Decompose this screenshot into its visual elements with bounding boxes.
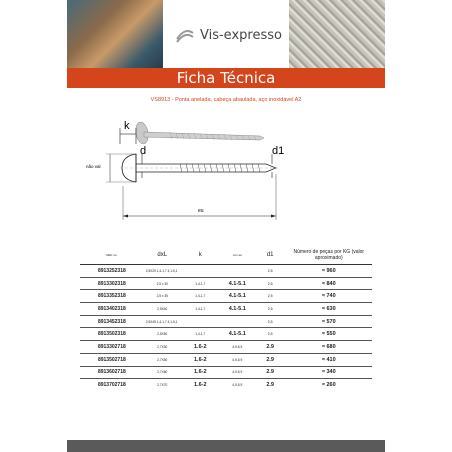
col-header-pcs: Número de peças por KG (valor aproximado): [293, 249, 365, 261]
cell-dxl: 2,7X70: [144, 379, 181, 391]
cell-dxl: 2,7X60: [144, 366, 181, 379]
cell-ref: 8913302318: [80, 277, 144, 290]
cell-d1: 2.9: [255, 341, 286, 354]
table-row: [80, 315, 372, 328]
left-dim-label: não val: [86, 164, 101, 169]
cell-ref: 8913302718: [80, 341, 144, 354]
cell-dxl: 2,5X40: [144, 303, 181, 316]
cell-x: 4,9-5,9: [220, 353, 255, 366]
cell-pcs: ≈ 410: [286, 353, 372, 366]
cell-x: 4,9-5,9: [220, 366, 255, 379]
nail-top-view: [134, 121, 264, 145]
length-label: eu: [198, 208, 204, 214]
table-header-row: [80, 246, 372, 265]
cell-k: 1,4-1,7: [181, 328, 220, 341]
cell-pcs: ≈ 680: [286, 341, 372, 354]
table-row: [80, 353, 372, 366]
cell-k: 1.6-2: [181, 379, 220, 391]
cell-pcs: ≈ 550: [286, 328, 372, 341]
table-row: [80, 277, 372, 290]
cell-k: 1,4-1,7: [181, 277, 220, 290]
cell-pcs: ≈ 260: [286, 379, 372, 391]
page-title: Ficha Técnica: [67, 68, 385, 88]
col-header-k: k: [198, 252, 202, 258]
nail-side-view: [120, 154, 280, 182]
cell-k: 1.6-2: [181, 353, 220, 366]
cell-d1: 2,5: [255, 277, 286, 290]
cell-ref: 8913402318: [80, 303, 144, 316]
cell-combined: 2,5X45 1,4-1,7 4,1-5,1: [144, 315, 255, 328]
d-label: d: [140, 145, 147, 157]
cell-ref: 8913702718: [80, 379, 144, 391]
cell-d1: 2,5: [255, 315, 286, 328]
cell-d1: 2.9: [255, 379, 286, 391]
cell-dxl: 2,7X50: [144, 353, 181, 366]
header-banner: [67, 0, 385, 68]
workshop-photo: [67, 0, 163, 68]
table-row: [80, 303, 372, 316]
cell-k: 1.6-2: [181, 341, 220, 354]
cell-d1: 2,5: [255, 265, 286, 278]
footer-bar: [67, 440, 385, 452]
col-header-d1: d1: [266, 252, 274, 258]
table-row: [80, 366, 372, 379]
cell-x: 4.1-5.1: [220, 277, 255, 290]
cell-x: 4.1-5.1: [220, 303, 255, 316]
table-row: [80, 379, 372, 391]
cell-x: 4.1-5.1: [220, 328, 255, 341]
col-header-dxl: dxL: [157, 252, 168, 258]
cell-pcs: ≈ 960: [286, 265, 372, 278]
table-row: [80, 290, 372, 303]
screws-photo: [289, 0, 385, 68]
cell-pcs: ≈ 570: [286, 315, 372, 328]
cell-k: 1,4-1,7: [181, 303, 220, 316]
cell-pcs: ≈ 840: [286, 277, 372, 290]
table-row: [80, 328, 372, 341]
cell-dxl: 2,5 x 30: [144, 277, 181, 290]
brand-logo: [175, 24, 285, 46]
k-label: k: [124, 120, 130, 132]
cell-ref: 8913452318: [80, 315, 144, 328]
table-row: [80, 341, 372, 354]
cell-pcs: ≈ 340: [286, 366, 372, 379]
cell-dxl: 2,7X30: [144, 341, 181, 354]
nail-drawing: [80, 112, 320, 224]
cell-x: 4,9-5,9: [220, 379, 255, 391]
cell-d1: 2,5: [255, 328, 286, 341]
cell-ref: 8913502318: [80, 328, 144, 341]
cell-dxl: 2,5 x 35: [144, 290, 181, 303]
product-subtitle: VS8913 - Ponta anelada, cabeça abaulada, aço inoxidável A2: [150, 97, 302, 103]
cell-d1: 2,5: [255, 303, 286, 316]
d1-label: d1: [272, 145, 285, 157]
spec-table: [80, 246, 372, 391]
cell-pcs: ≈ 630: [286, 303, 372, 316]
col-header-x: mm sé: [232, 253, 242, 257]
table-row: [80, 265, 372, 278]
cell-ref: 8913352318: [80, 290, 144, 303]
cell-dxl: 2,5X50: [144, 328, 181, 341]
cell-d1: 2.9: [255, 353, 286, 366]
cell-k: 1.6-2: [181, 366, 220, 379]
cell-combined: 2,5X25 1,4-1,7 4,1-5,1: [144, 265, 255, 278]
col-header-ref: REF no.: [106, 253, 118, 257]
cell-x: 4,9-5,9: [220, 341, 255, 354]
cell-pcs: ≈ 740: [286, 290, 372, 303]
cell-d1: 2.9: [255, 366, 286, 379]
logo-icon: [175, 25, 195, 45]
brand-name: Vis-expresso: [200, 27, 282, 43]
cell-ref: 8913602718: [80, 366, 144, 379]
cell-ref: 8913252318: [80, 265, 144, 278]
cell-k: 1,4-1,7: [181, 290, 220, 303]
cell-ref: 8913502718: [80, 353, 144, 366]
cell-x: 4.1-5.1: [220, 290, 255, 303]
cell-d1: 2,5: [255, 290, 286, 303]
